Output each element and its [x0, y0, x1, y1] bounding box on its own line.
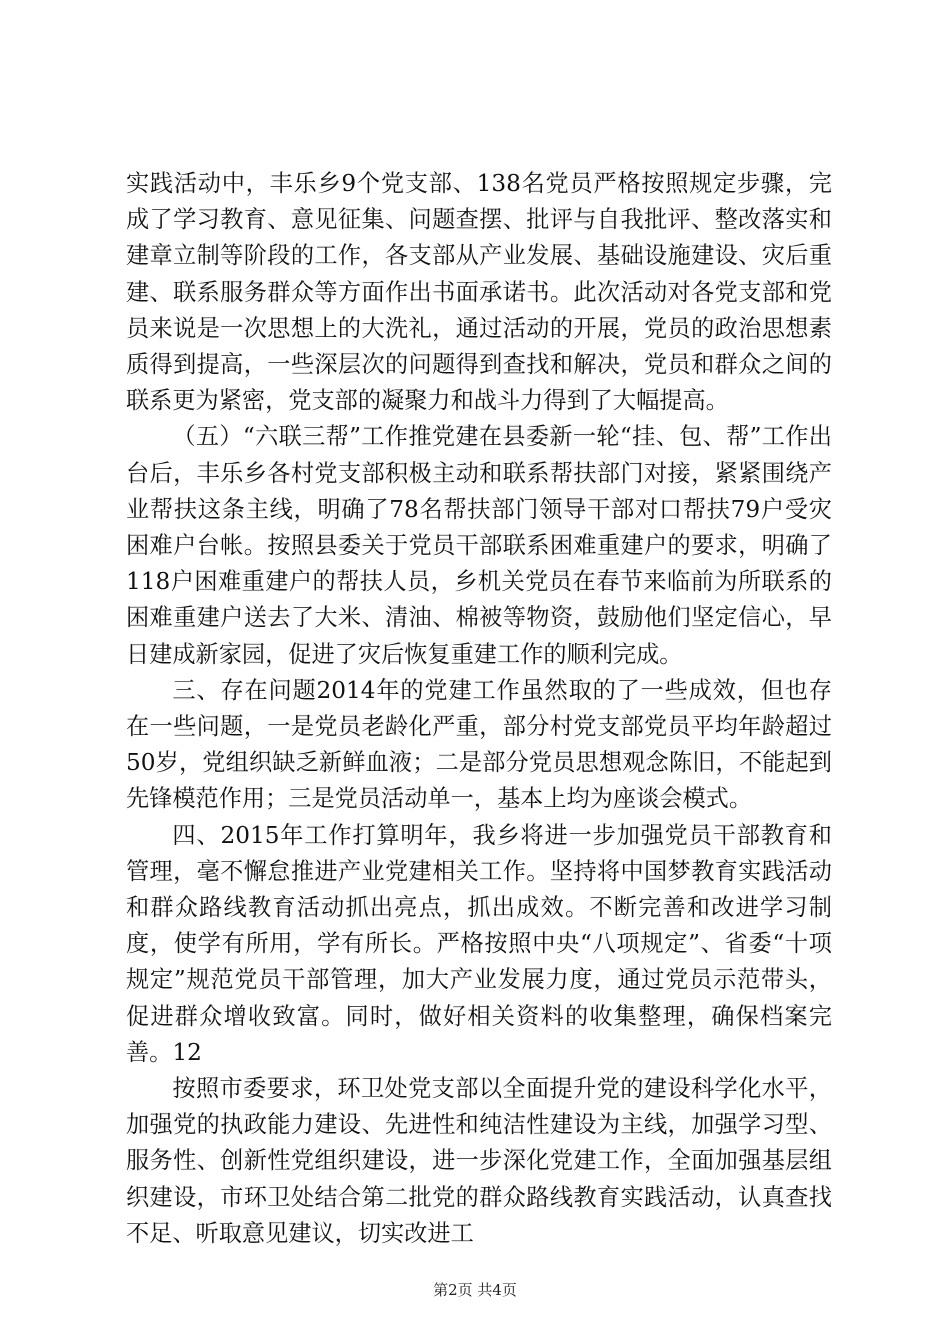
paragraph-4: 四、2015年工作打算明年，我乡将进一步加强党员干部教育和管理，毫不懈怠推进产业党建相关工作。坚持将中国梦教育实践活动和群众路线教育活动抓出亮点，抓出成效。不断完善和改进学习制度，使学有所用，学有所长。严格按照中央“八项规定”、省委“十项规定”规范党员干部管理，加大产业发展力度，通过党员示范带头，促进群众增收致富。同时，做好相关资料的收集整理，确保档案完善。12 [126, 821, 832, 1066]
paragraph-5: 按照市委要求，环卫处党支部以全面提升党的建设科学化水平，加强党的执政能力建设、先进性和纯洁性建设为主线，加强学习型、服务性、创新性党组织建设，进一步深化党建工作，全面加强基层组织建设，市环卫处结合第二批党的群众路线教育实践活动，认真查找不足、听取意见建议，切实改进工 [126, 1075, 832, 1247]
page-footer: 第2页 共4页 [433, 1281, 517, 1299]
paragraph-1: 实践活动中，丰乐乡9个党支部、138名党员严格按照规定步骤，完成了学习教育、意见征集、问题查摆、批评与自我批评、整改落实和建章立制等阶段的工作，各支部从产业发展、基础设施建设、灾后重建、联系服务群众等方面作出书面承诺书。此次活动对各党支部和党员来说是一次思想上的大洗礼，通过活动的开展，党员的政治思想素质得到提高，一些深层次的问题得到查找和解决，党员和群众之间的联系更为紧密，党支部的凝聚力和战斗力得到了大幅提高。 [126, 170, 832, 415]
document-body [126, 166, 832, 1252]
paragraph-2: （五）“六联三帮”工作推党建在县委新一轮“挂、包、帮”工作出台后，丰乐乡各村党支部积极主动和联系帮扶部门对接，紧紧围绕产业帮扶这条主线，明确了78名帮扶部门领导干部对口帮扶79户受灾困难户台帐。按照县委关于党员干部联系困难重建户的要求，明确了118户困难重建户的帮扶人员，乡机关党员在春节来临前为所联系的困难重建户送去了大米、清油、棉被等物资，鼓励他们坚定信心，早日建成新家园，促进了灾后恢复重建工作的顺利完成。 [126, 423, 832, 668]
paragraph-3: 三、存在问题2014年的党建工作虽然取的了一些成效，但也存在一些问题，一是党员老龄化严重，部分村党支部党员平均年龄超过50岁，党组织缺乏新鲜血液；二是部分党员思想观念陈旧，不能起到先锋模范作用；三是党员活动单一，基本上均为座谈会模式。 [126, 676, 832, 813]
